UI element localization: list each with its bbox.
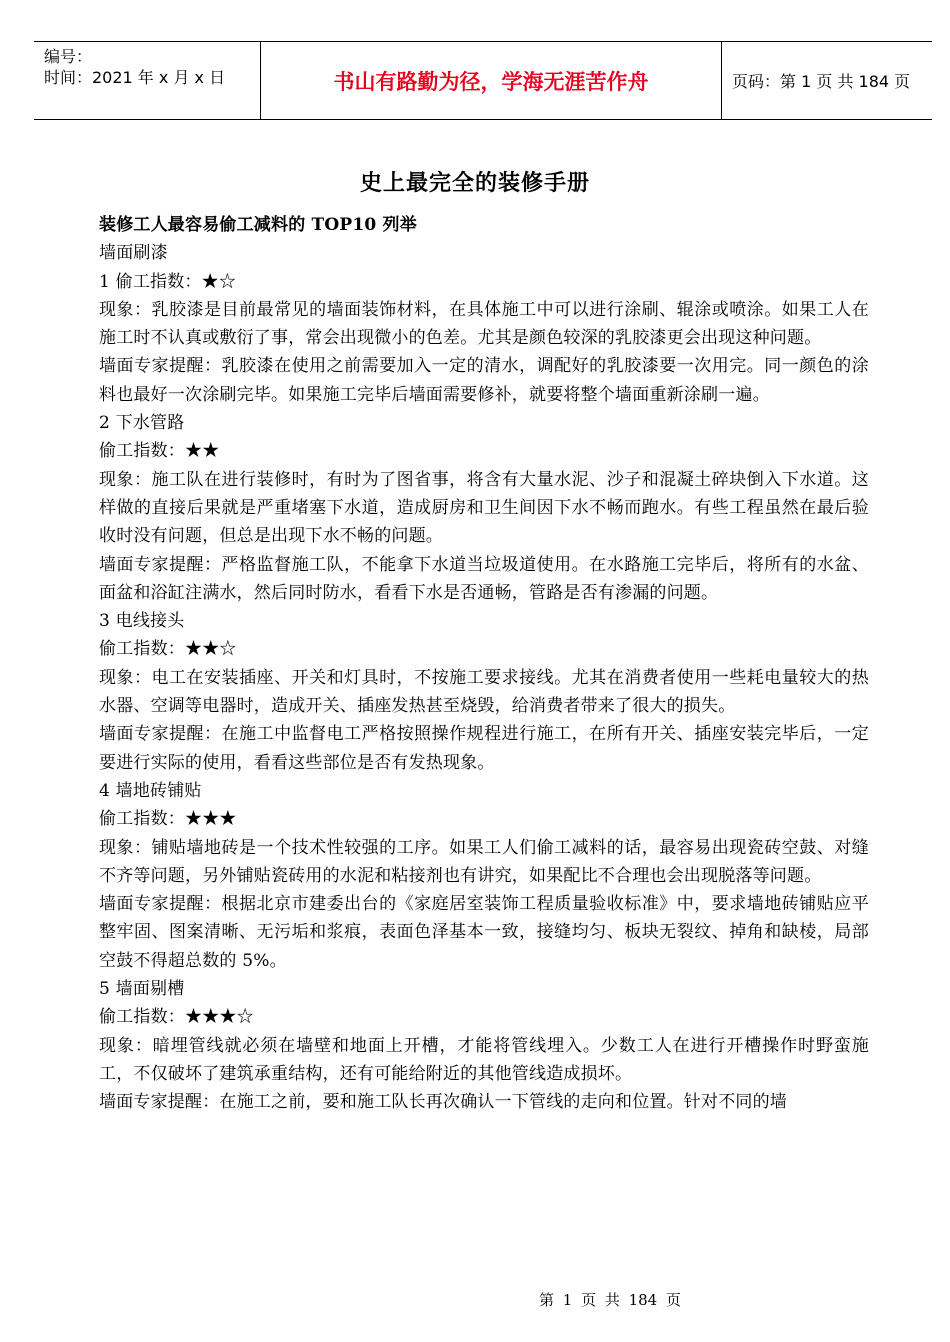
paragraph: 偷工指数：★★★☆ bbox=[99, 1007, 254, 1028]
paragraph: 墙面专家提醒：乳胶漆在使用之前需要加入一定的清水，调配好的乳胶漆要一次用完。同一颜色的涂料也最好一次涂刷完毕。如果施工完毕后墙面需要修补，就要将整个墙面重新涂刷一遍。 bbox=[99, 356, 869, 405]
number-label: 编号： bbox=[44, 47, 93, 66]
paragraph: 偷工指数：★★ bbox=[99, 441, 220, 462]
paragraph: 现象：乳胶漆是目前最常见的墙面装饰材料，在具体施工中可以进行涂刷、辊涂或喷涂。如果工人在施工时不认真或敷衍了事，常会出现微小的色差。尤其是颜色较深的乳胶漆更会出现这种问题。 bbox=[99, 299, 869, 349]
paragraph: 墙面刷漆 bbox=[99, 243, 168, 264]
paragraph: 现象：铺贴墙地砖是一个技术性较强的工序。如果工人们偷工减料的话，最容易出现瓷砖空鼓、对缝不齐等问题，另外铺贴瓷砖用的水泥和粘接剂也有讲究，如果配比不合理也会出现脱落等问题。 bbox=[99, 837, 869, 886]
paragraph: 墙面专家提醒：在施工之前，要和施工队长再次确认一下管线的走向和位置。针对不同的墙 bbox=[99, 1092, 787, 1113]
header-motto-cell bbox=[260, 42, 722, 119]
page-header bbox=[34, 41, 932, 120]
document-body bbox=[99, 211, 869, 1117]
paragraph: 2 下水管路 bbox=[99, 413, 185, 434]
paragraph: 墙面专家提醒：严格监督施工队，不能拿下水道当垃圾道使用。在水路施工完毕后，将所有的水盆、面盆和浴缸注满水，然后同时防水，看看下水是否通畅，管路是否有渗漏的问题。 bbox=[99, 554, 869, 603]
paragraph: 墙面专家提醒：根据北京市建委出台的《家庭居室装饰工程质量验收标准》中，要求墙地砖铺贴应平整牢固、图案清晰、无污垢和浆痕，表面色泽基本一致，接缝均匀、板块无裂纹、掉角和缺棱，局部空鼓不得超总数的 5%。 bbox=[99, 894, 869, 971]
paragraph: 现象：暗埋管线就必须在墙壁和地面上开槽，才能将管线埋入。少数工人在进行开槽操作时野蛮施工，不仅破坏了建筑承重结构，还有可能给附近的其他管线造成损坏。 bbox=[99, 1035, 869, 1084]
header-page-cell bbox=[722, 42, 932, 119]
paragraph: 5 墙面剔槽 bbox=[99, 979, 185, 1000]
paragraph: 1 偷工指数：★☆ bbox=[99, 271, 237, 292]
document-title: 史上最完全的装修手册 bbox=[359, 171, 590, 196]
section-heading: 装修工人最容易偷工减料的 TOP10 列举 bbox=[99, 215, 417, 235]
header-meta-cell bbox=[34, 42, 260, 119]
paragraph: 4 墙地砖铺贴 bbox=[99, 780, 202, 801]
paragraph: 现象：电工在安装插座、开关和灯具时，不按施工要求接线。尤其在消费者使用一些耗电量较大的热水器、空调等电器时，造成开关、插座发热甚至烧毁，给消费者带来了很大的损失。 bbox=[99, 667, 869, 717]
page-footer: 第 1 页 共 184 页 bbox=[538, 1291, 681, 1309]
paragraph: 墙面专家提醒：在施工中监督电工严格按照操作规程进行施工，在所有开关、插座安装完毕后，一定要进行实际的使用，看看这些部位是否有发热现象。 bbox=[99, 724, 869, 773]
page-info: 页码：第 1 页 共 184 页 bbox=[732, 72, 911, 91]
paragraph: 偷工指数：★★★ bbox=[99, 809, 237, 830]
paragraph: 3 电线接头 bbox=[99, 611, 185, 632]
time-label: 时间：2021 年 x 月 x 日 bbox=[44, 68, 226, 87]
paragraph: 现象：施工队在进行装修时，有时为了图省事，将含有大量水泥、沙子和混凝土碎块倒入下水道。这样做的直接后果就是严重堵塞下水道，造成厨房和卫生间因下水不畅而跑水。有些工程虽然在最后验收时没有问题，但总是出现下水不畅的问题。 bbox=[99, 469, 869, 547]
paragraph: 偷工指数：★★☆ bbox=[99, 639, 237, 660]
motto: 书山有路勤为径，学海无涯苦作舟 bbox=[333, 70, 649, 94]
